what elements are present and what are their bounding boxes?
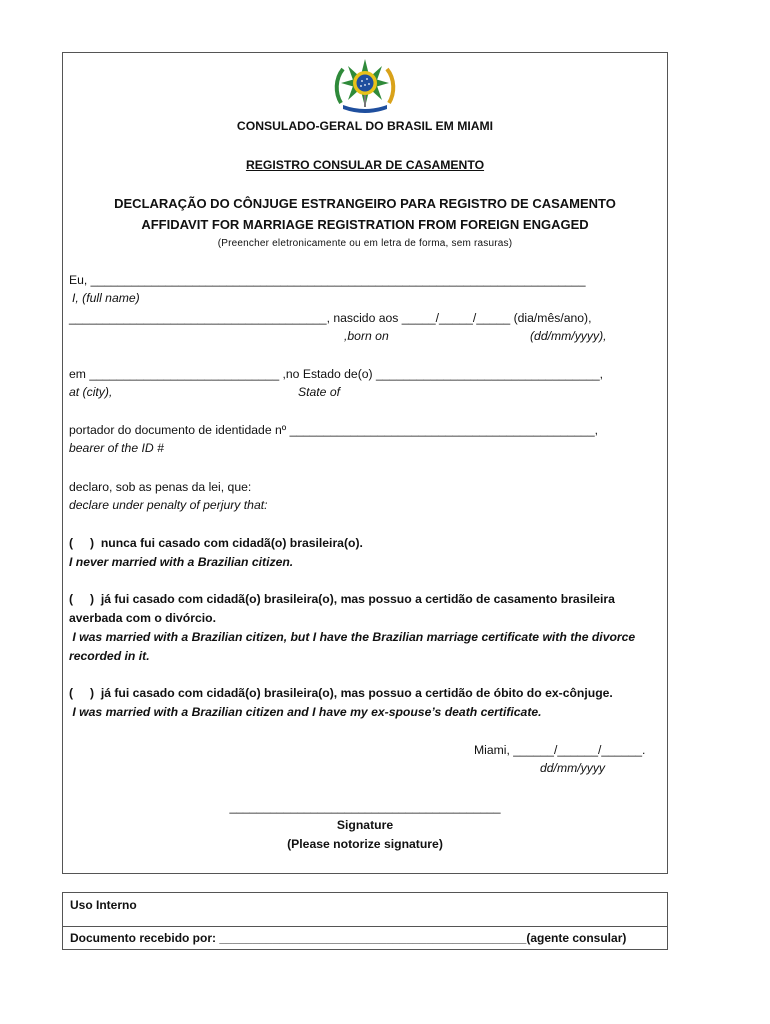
- option-divorced-en-cont: recorded in it.: [69, 649, 150, 663]
- option-divorced-checkbox[interactable]: ( ) já fui casado com cidadã(o) brasileira(o), mas possuo a certidão de casamento brasileira: [69, 592, 615, 606]
- declaration-pt: declaro, sob as penas da lei, que:: [69, 480, 252, 494]
- option-never-married-checkbox[interactable]: ( ) nunca fui casado com cidadã(o) brasileira(o).: [69, 536, 363, 550]
- fill-instructions: (Preencher eletronicamente ou em letra de forma, sem rasuras): [217, 238, 513, 249]
- signature-label: Signature: [336, 818, 394, 832]
- place-date-format: dd/mm/yyyy: [540, 761, 606, 775]
- date-format-label: (dd/mm/yyyy),: [530, 329, 607, 343]
- consulate-name: CONSULADO-GERAL DO BRASIL EM MIAMI: [236, 119, 494, 133]
- title-english: AFFIDAVIT FOR MARRIAGE REGISTRATION FROM FOREIGN ENGAGED: [141, 217, 589, 232]
- signature-line[interactable]: ________________________________________: [229, 800, 501, 814]
- internal-use-box: [62, 892, 668, 950]
- born-on-label-en: ,born on: [344, 329, 389, 343]
- city-state-field[interactable]: em ____________________________ ,no Estado de(o) _________________________________,: [69, 367, 604, 381]
- declaration-en: declare under penalty of perjury that:: [69, 498, 268, 512]
- received-by-field[interactable]: Documento recebido por: ______________________________________________(agente consular): [70, 931, 627, 945]
- option-widowed-en: I was married with a Brazilian citizen and I have my ex-spouse’s death certificate.: [69, 705, 542, 719]
- place-date-field[interactable]: Miami, ______/______/______.: [474, 743, 646, 757]
- option-widowed-checkbox[interactable]: ( ) já fui casado com cidadã(o) brasileira(o), mas possuo a certidão de óbito do ex-cônjuge.: [69, 686, 613, 700]
- city-label-en: at (city),: [69, 385, 113, 399]
- state-label-en: State of: [298, 385, 341, 399]
- full-name-label-en: I, (full name): [72, 291, 140, 305]
- internal-use-title: Uso Interno: [70, 898, 137, 912]
- option-never-married-en: I never married with a Brazilian citizen.: [69, 555, 294, 569]
- birth-date-field[interactable]: ______________________________________, nascido aos _____/_____/_____ (dia/mês/ano),: [69, 311, 592, 325]
- full-name-field[interactable]: Eu, _________________________________________________________________________: [69, 273, 586, 287]
- internal-use-header-row: [63, 893, 667, 927]
- option-divorced-pt-cont: averbada com o divórcio.: [69, 611, 216, 625]
- registry-title: REGISTRO CONSULAR DE CASAMENTO: [245, 158, 485, 172]
- brazil-coat-of-arms-icon: [331, 57, 399, 115]
- signature-note: (Please notorize signature): [287, 837, 443, 851]
- option-divorced-en: I was married with a Brazilian citizen, but I have the Brazilian marriage certificate with the divorce: [69, 630, 636, 644]
- title-portuguese: DECLARAÇÃO DO CÔNJUGE ESTRANGEIRO PARA REGISTRO DE CASAMENTO: [114, 196, 616, 211]
- id-number-field[interactable]: portador do documento de identidade nº _____________________________________________,: [69, 423, 599, 437]
- id-label-en: bearer of the ID #: [69, 441, 164, 455]
